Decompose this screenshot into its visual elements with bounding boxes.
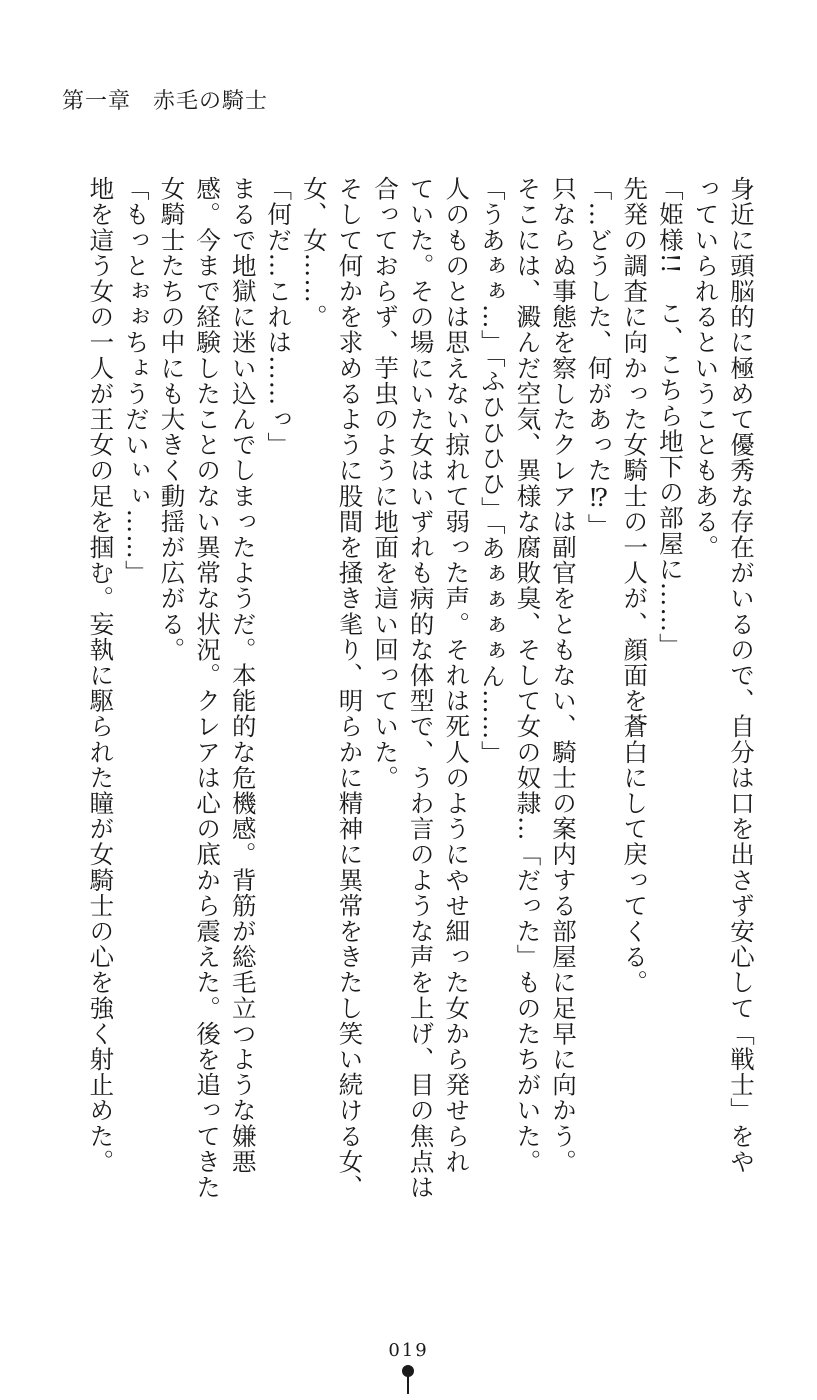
- text-line: 人のものとは思えない掠れて弱った声。それは死人のようにやせ細った女から発せられ: [442, 176, 472, 1175]
- text-line: 先発の調査に向かった女騎士の一人が、顔面を蒼白にして戻ってくる。: [620, 176, 650, 996]
- page-marker-stem: [407, 1376, 409, 1394]
- text-line: 只ならぬ事態を察したクレアは副官をともない、騎士の案内する部屋に足早に向かう。: [549, 176, 579, 1175]
- chapter-title: 赤毛の騎士: [153, 89, 269, 114]
- text-line: まるで地獄に迷い込んでしまったようだ。本能的な危機感。背筋が総毛立つような嫌悪: [228, 176, 258, 1175]
- text-line: 「…どうした、何があった⁉」: [584, 176, 614, 539]
- text-line: 女、女……。: [299, 176, 329, 330]
- text-line: 感。今まで経験したことのない異常な状況。クレアは心の底から震えた。後を追ってきた: [193, 176, 223, 1200]
- text-line: そこには、澱んだ空気、異様な腐敗臭、そして女の奴隷…「だった」ものたちがいた。: [513, 176, 543, 1175]
- text-line: っていられるということもある。: [691, 176, 721, 560]
- text-line: 「うあぁぁ…」「ふひひひひ」「あぁぁぁぁん……」: [477, 176, 507, 766]
- text-line: 「姫様!! こ、こちら地下の部屋に……」: [655, 176, 685, 659]
- text-line: そして何かを求めるように股間を掻き毟り、明らかに精神に異常をきたし笑い続ける女、: [335, 176, 365, 1200]
- text-line: 身近に頭脳的に極めて優秀な存在がいるので、自分は口を出さず安心して「戦士」をや: [727, 176, 756, 1175]
- text-line: 地を這う女の一人が王女の足を掴む。妄執に駆られた瞳が女騎士の心を強く射止めた。: [86, 176, 116, 1175]
- text-line: 「もっとぉぉちょうだいぃぃ……」: [121, 176, 151, 586]
- text-line: ていた。その場にいた女はいずれも病的な体型で、うわ言のような声を上げ、目の焦点は: [406, 176, 436, 1200]
- chapter-label: 第一章: [62, 89, 132, 114]
- text-line: 「何だ…これは……っ」: [264, 176, 294, 458]
- chapter-header: [62, 84, 268, 115]
- page-number: 019: [388, 1340, 429, 1361]
- text-line: 女騎士たちの中にも大きく動揺が広がる。: [157, 176, 187, 663]
- text-line: 合っておらず、芋虫のように地面を這い回っていた。: [371, 176, 401, 791]
- vertical-text-block: [83, 176, 759, 1200]
